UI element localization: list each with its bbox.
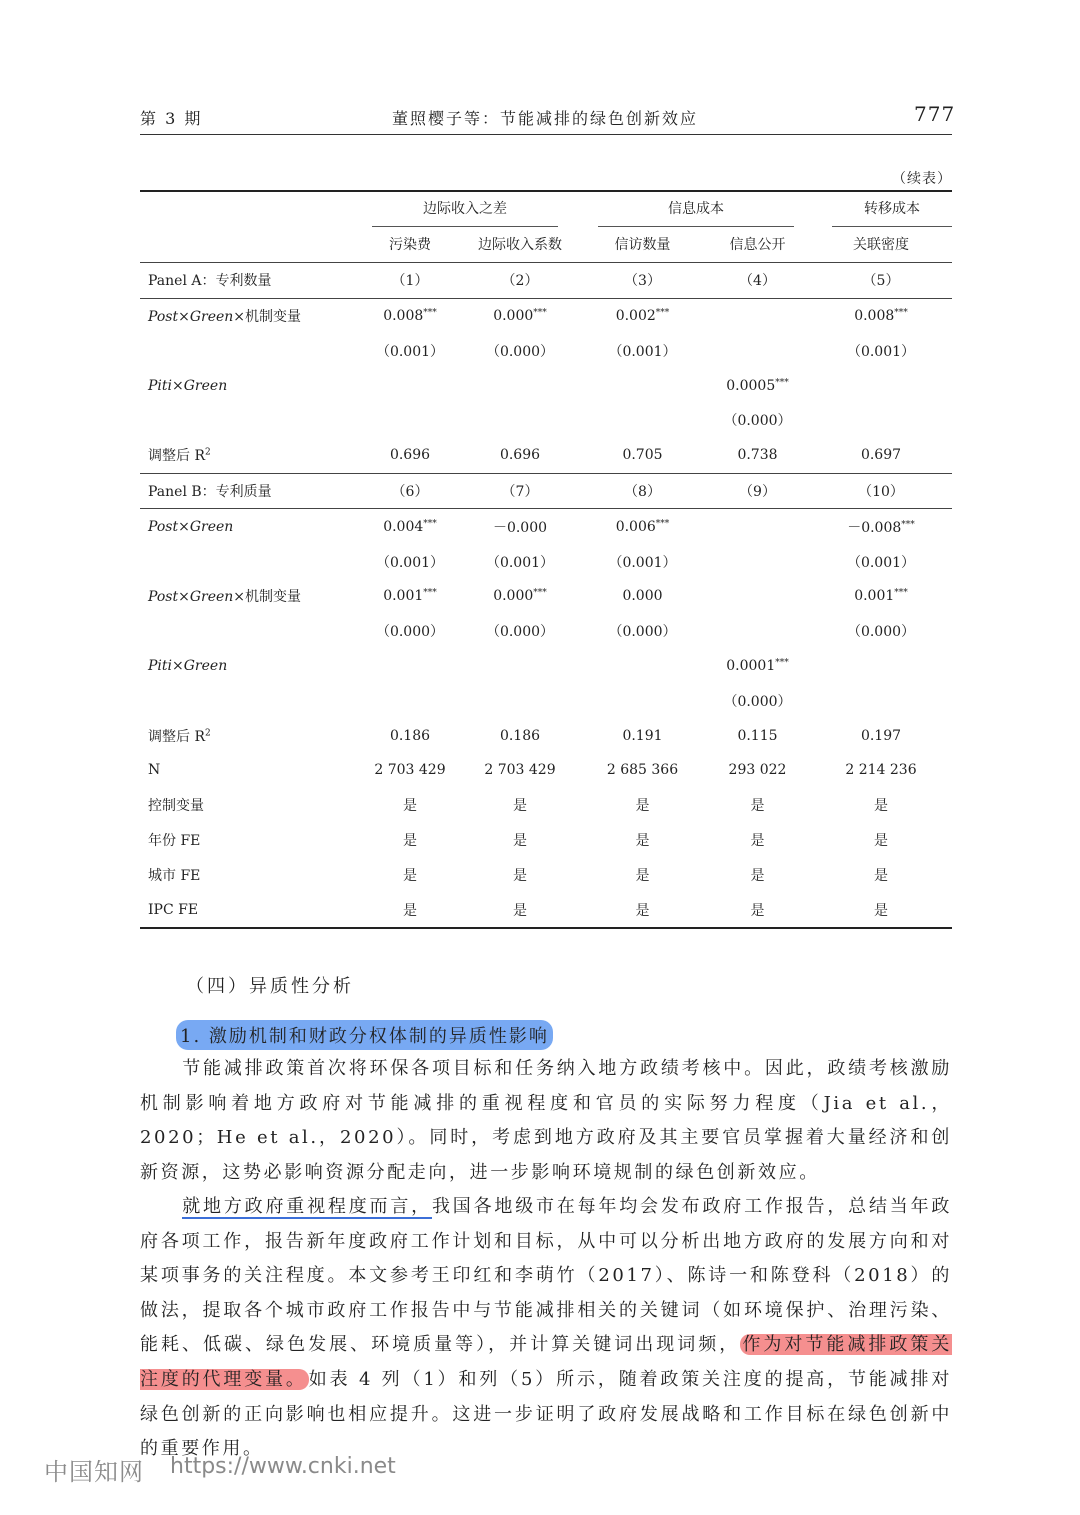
se-cell: （0.000）: [608, 624, 677, 641]
table-row: [140, 614, 952, 649]
coef-cell: 0.004***: [383, 518, 437, 535]
coef-cell: 0.008***: [383, 307, 437, 324]
cnki-url: https://www.cnki.net: [170, 1454, 396, 1479]
coef-cell: 0.001***: [854, 588, 908, 605]
se-cell: （0.001）: [485, 554, 555, 571]
table-row: [140, 857, 952, 892]
se-cell: （0.000）: [485, 343, 555, 360]
underlined-phrase: 就地方政府重视程度而言，: [182, 1196, 432, 1217]
stat-cell: 2 703 429: [484, 762, 556, 779]
paragraph-1-text: 节能减排政策首次将环保各项目标和任务纳入地方政绩考核中。因此，政绩考核激励机制影响着地方政府对节能减排的重视程度和官员的实际努力程度（Jia et al.，2020；He et al.，2020）。同时，考虑到地方政府及其主要官员掌握着大量经济和创新资源，这势必影响资源分配走向，进一步影响环境规制的绿色创新效应。: [140, 1058, 952, 1183]
row-label: 控制变量: [148, 798, 204, 815]
stat-cell: 0.696: [360, 438, 460, 473]
subsection-heading-highlighted: 1. 激励机制和财政分权体制的异质性影响: [176, 1020, 553, 1050]
panel-a-label: Panel A：专利数量: [140, 262, 360, 298]
yes-cell: 是: [513, 798, 527, 815]
section-heading: （四）异质性分析: [186, 976, 354, 997]
stat-cell: 2 685 366: [606, 762, 679, 779]
yes-cell: 是: [403, 798, 417, 815]
table-row: [140, 333, 952, 368]
row-label: 城市 FE: [148, 867, 201, 884]
col-num: （8）: [580, 473, 705, 509]
se-cell: （0.000）: [375, 624, 445, 641]
yes-cell: 是: [580, 892, 705, 928]
table-row: [140, 298, 952, 333]
col-num: （9）: [705, 473, 810, 509]
subhead-pollution-fee: 污染费: [360, 227, 460, 262]
coef-cell: 0.0001***: [726, 657, 789, 674]
stat-cell: 0.186: [499, 727, 541, 744]
header-rule: [140, 134, 952, 135]
row-label: Piti×Green: [148, 377, 228, 394]
yes-cell: 是: [750, 867, 765, 884]
paragraph-2-text-b: 如表 4 列（1）和列（5）所示，随着政策关注度的提高，节能减排对绿色创新的正向影响也相应提升。这进一步证明了政府发展战略和工作目标在绿色创新中的重要作用。: [140, 1368, 952, 1460]
coef-cell: 0.008***: [854, 307, 908, 324]
stat-cell: 0.191: [622, 727, 663, 744]
stat-cell: 0.697: [810, 438, 952, 473]
table-row: [140, 718, 952, 753]
yes-cell: 是: [360, 892, 460, 928]
table-continued-label: （续表）: [892, 171, 952, 187]
row-label: 调整后 $R^2$: [140, 438, 360, 473]
table-row: [140, 823, 952, 858]
table-row: [140, 544, 952, 579]
table-row: [140, 649, 952, 684]
table-group-header-row: [140, 191, 952, 227]
col-num: （7）: [460, 473, 580, 509]
table-row: [140, 403, 952, 438]
coef-cell: 0.006***: [615, 518, 670, 535]
yes-cell: 是: [750, 798, 765, 815]
col-num: （1）: [360, 262, 460, 298]
se-cell: （0.000）: [485, 624, 555, 641]
yes-cell: 是: [513, 832, 527, 849]
table-subheader-row: [140, 227, 952, 262]
running-title: 董照樱子等：节能减排的绿色创新效应: [392, 109, 699, 128]
yes-cell: 是: [874, 867, 888, 884]
stat-cell: 0.115: [737, 727, 778, 744]
yes-cell: 是: [635, 832, 650, 849]
coef-cell: 0.000***: [493, 588, 547, 605]
yes-cell: 是: [460, 892, 580, 928]
table-row: [140, 368, 952, 403]
yes-cell: 是: [403, 832, 417, 849]
row-label: Post×Green: [148, 518, 234, 535]
coef-cell: 0.001***: [383, 588, 437, 605]
row-label: Piti×Green: [148, 657, 228, 674]
se-cell: （0.001）: [375, 554, 445, 571]
col-num: （2）: [460, 262, 580, 298]
se-cell: （0.000）: [723, 693, 792, 710]
row-label: IPC FE: [140, 892, 360, 928]
subhead-petition-count: 信访数量: [580, 227, 705, 262]
page-number: 777: [914, 102, 956, 126]
yes-cell: 是: [705, 892, 810, 928]
subhead-marginal-income-coef: 边际收入系数: [460, 227, 580, 262]
coef-cell: 0.002***: [615, 307, 670, 324]
col-num: （6）: [360, 473, 460, 509]
se-cell: （0.001）: [846, 343, 916, 360]
coef-cell: 0.000***: [493, 307, 547, 324]
panel-b-label: Panel B：专利质量: [140, 473, 360, 509]
table-row: [140, 438, 952, 473]
yes-cell: 是: [513, 867, 527, 884]
col-num: （4）: [705, 262, 810, 298]
panel-a-header-row: [140, 262, 952, 298]
row-label: 调整后 $R^2$: [148, 727, 211, 745]
stat-cell: 293 022: [728, 762, 787, 779]
table-row: [140, 683, 952, 718]
yes-cell: 是: [403, 867, 417, 884]
table-row: [140, 892, 952, 928]
yes-cell: 是: [874, 832, 888, 849]
table-row: [140, 509, 952, 544]
group-transfer-cost: 转移成本: [832, 192, 952, 227]
row-label: N: [148, 762, 161, 779]
se-cell: （0.001）: [375, 343, 445, 360]
subhead-info-disclosure: 信息公开: [705, 227, 810, 262]
panel-b-header-row: [140, 473, 952, 509]
subhead-link-density: 关联密度: [810, 227, 952, 262]
coef-cell: 0.0005***: [726, 377, 789, 394]
table-row: [140, 753, 952, 788]
table-row: [140, 579, 952, 614]
paragraph-1: [140, 1052, 952, 1190]
paragraph-2-text-a: 我国各地级市在每年均会发布政府工作报告，总结当年政府各项工作，报告新年度政府工作计划和目标，从中可以分析出地方政府的发展方向和对某项事务的关注程度。本文参考王印红和李萌竹（2017）、陈诗一和陈登科（2018）的做法，提取各个城市政府工作报告中与节能减排相关的关键词（如环境保护、治理污染、能耗、低碳、绿色发展、环境质量等），并计算关键词出现词频，: [140, 1196, 953, 1356]
yes-cell: 是: [810, 892, 952, 928]
row-label: 年份 FE: [148, 832, 201, 849]
cnki-logo: 中国知网: [44, 1458, 144, 1486]
se-cell: （0.001）: [608, 343, 677, 360]
stat-cell: 0.738: [705, 438, 810, 473]
se-cell: （0.000）: [846, 624, 916, 641]
se-cell: （0.001）: [608, 554, 677, 571]
paragraph-2: [140, 1190, 952, 1467]
col-num: （10）: [810, 473, 952, 509]
yes-cell: 是: [874, 798, 888, 815]
regression-table: [140, 190, 952, 929]
coef-cell: －0.000: [492, 519, 548, 536]
se-cell: （0.000）: [723, 413, 792, 430]
stat-cell: 0.696: [460, 438, 580, 473]
issue-number: 第 3 期: [140, 109, 203, 128]
yes-cell: 是: [635, 798, 650, 815]
table-row: [140, 788, 952, 823]
stat-cell: 0.705: [580, 438, 705, 473]
stat-cell: 0.197: [860, 727, 902, 744]
coef-cell: [705, 298, 810, 333]
yes-cell: 是: [635, 867, 650, 884]
stat-cell: 2 703 429: [374, 762, 446, 779]
group-information-cost: 信息成本: [598, 192, 794, 227]
se-cell: （0.001）: [846, 554, 916, 571]
coef-cell: 0.000: [622, 588, 663, 605]
row-label: Post×Green×机制变量: [148, 308, 302, 325]
highlighted-phrase: 作为对节能减排政策关注度的代理变量。: [140, 1334, 953, 1390]
stat-cell: 2 214 236: [845, 762, 917, 779]
yes-cell: 是: [750, 832, 765, 849]
col-num: （3）: [580, 262, 705, 298]
col-num: （5）: [810, 262, 952, 298]
row-label: Post×Green×机制变量: [148, 589, 302, 606]
coef-cell: －0.008***: [847, 519, 915, 536]
stat-cell: 0.186: [389, 727, 431, 744]
group-marginal-income: 边际收入之差: [372, 192, 558, 227]
